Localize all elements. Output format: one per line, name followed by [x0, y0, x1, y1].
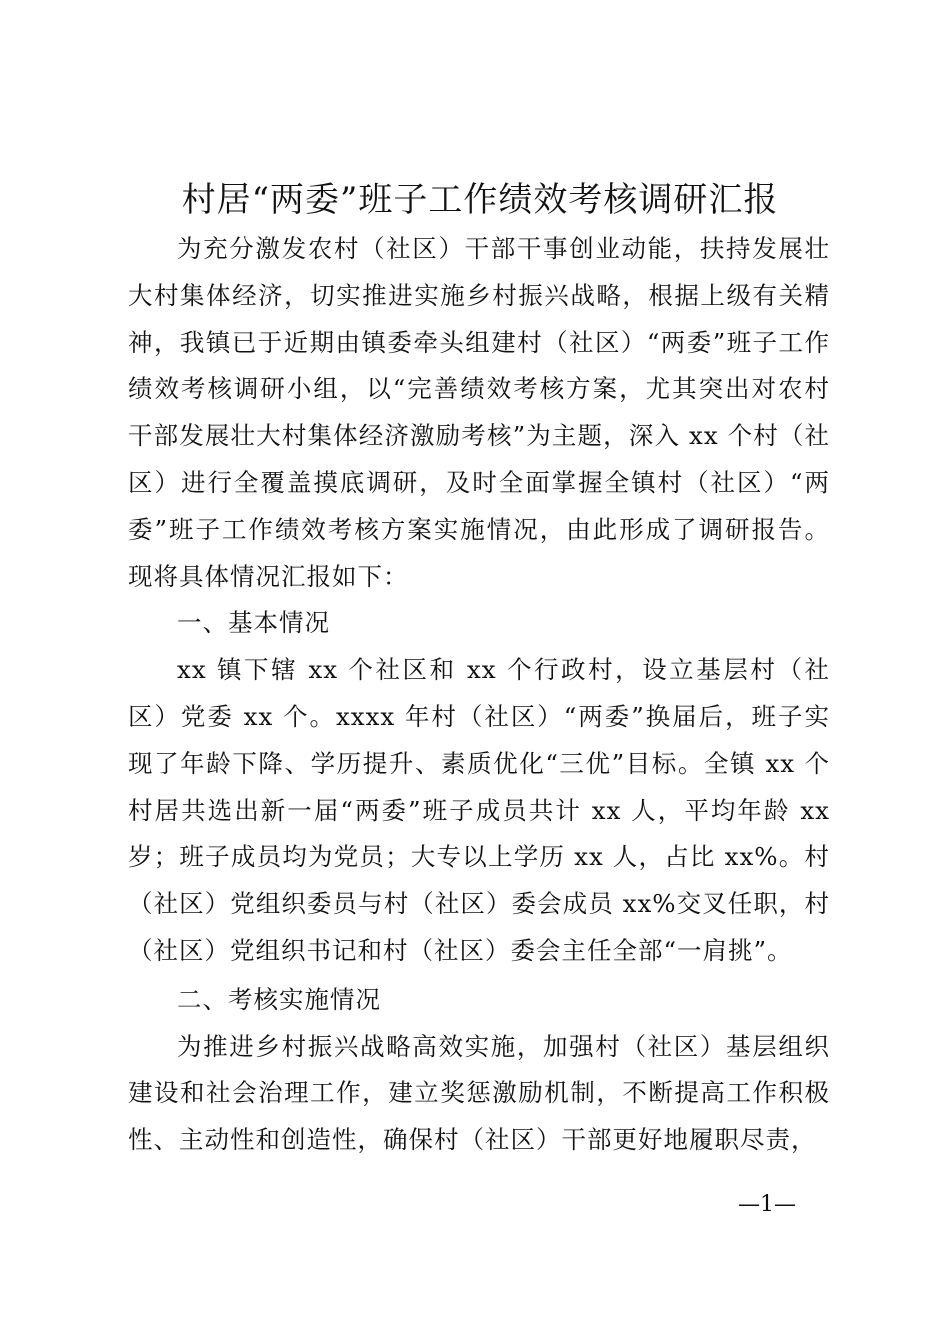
section-heading-basic-situation: 一、基本情况: [177, 608, 330, 638]
section-heading-assessment-implementation: 二、考核实施情况: [177, 984, 381, 1014]
intro-paragraph: 为充分激发农村（社区）干部干事创业动能，扶持发展壮大村集体经济，切实推进实施乡村振兴战略，根据上级有关精神，我镇已于近期由镇委牵头组建村（社区）“两委”班子工作绩效考核调研小组，以“完善绩效考核方案，尤其突出对农村干部发展壮大村集体经济激励考核”为主题，深入 xx 个村（社区）进行全覆盖摸底调研，及时全面掌握全镇村（社区）“两委”班子工作绩效考核方案实施情况，由此形成了调研报告。现将具体情况汇报如下：: [128, 234, 830, 591]
section-paragraph-basic-situation: xx 镇下辖 xx 个社区和 xx 个行政村，设立基层村（社区）党委 xx 个。xxxx 年村（社区）“两委”换届后，班子实现了年龄下降、学历提升、素质优化“三优”目标。全镇 xx 个村居共选出新一届“两委”班子成员共计 xx 人，平均年龄 xx 岁；班子成员均为党员；大专以上学历 xx 人，占比 xx%。村（社区）党组织委员与村（社区）委会成员 xx%交叉任职，村（社区）党组织书记和村（社区）委会主任全部“一肩挑”。: [128, 655, 830, 965]
document-body: [128, 226, 830, 1164]
document-title: 村居“两委”班子工作绩效考核调研汇报: [181, 180, 779, 220]
section-paragraph-assessment-implementation: 为推进乡村振兴战略高效实施，加强村（社区）基层组织建设和社会治理工作，建立奖惩激励机制，不断提高工作积极性、主动性和创造性，确保村（社区）干部更好地履职尽责，: [128, 1031, 830, 1155]
page-number: —1—: [738, 1192, 796, 1217]
